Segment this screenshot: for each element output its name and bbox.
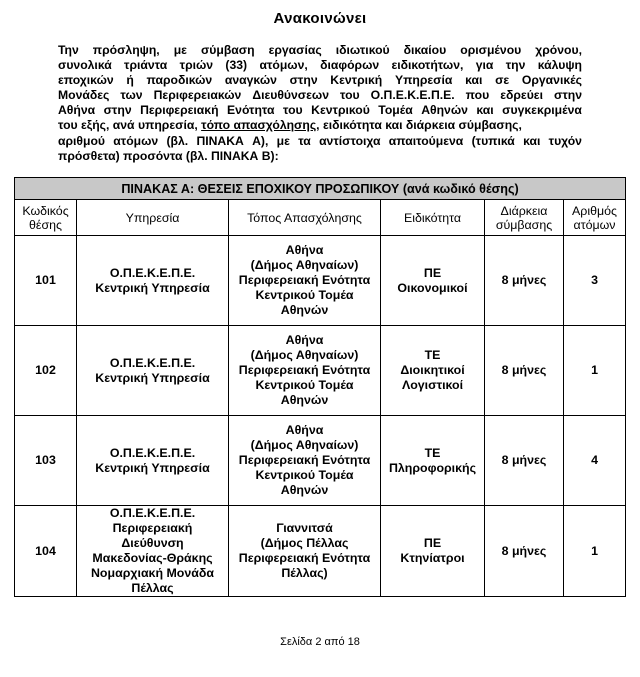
table-body	[15, 236, 626, 597]
cell-line: ΤΕ	[424, 445, 441, 460]
intro-word: του	[340, 88, 360, 103]
table-row	[15, 326, 626, 416]
intro-word: και	[476, 103, 494, 118]
header-line: Διάρκεια	[500, 203, 548, 218]
cell-line: Περιφερειακή Ενότητα	[238, 273, 371, 287]
page-number: Σελίδα 2 από 18	[280, 636, 360, 648]
intro-text: πρόσθετα) προσόντα (βλ. ΠΙΝΑΚΑ Β):	[58, 148, 279, 163]
intro-word: πρόσληψη,	[92, 43, 160, 57]
header-service	[77, 200, 229, 236]
cell-line: 8 μήνες	[501, 273, 547, 287]
cell-line: Διεύθυνση	[121, 536, 184, 550]
cell-line: Αθήνα	[285, 243, 324, 257]
cell-line: ΠΕ	[423, 265, 442, 280]
intro-word: των	[120, 88, 143, 103]
cell-line: Περιφερειακή Ενότητα	[238, 453, 371, 467]
intro-line	[58, 118, 582, 133]
intro-word: ορισμένου	[460, 43, 522, 57]
cell-line: Κεντρική Υπηρεσία	[95, 370, 210, 385]
cell-count	[564, 416, 626, 506]
cell-line: 1	[591, 363, 598, 377]
intro-word: Α),	[252, 133, 269, 148]
intro-word: Την	[58, 43, 79, 57]
intro-word: ειδικοτήτων,	[391, 58, 464, 73]
cell-line: Νομαρχιακή Μονάδα	[90, 566, 215, 580]
underlined-phrase: τόπο απασχόλησης	[201, 118, 317, 133]
intro-word: Ο.Π.Ε.Κ.Ε.Π.Ε.	[370, 88, 455, 103]
intro-line	[58, 134, 582, 149]
intro-word: εποχικών	[58, 73, 114, 88]
cell-line: Πληροφορικής	[388, 460, 477, 475]
cell-line: 8 μήνες	[501, 543, 547, 558]
table-caption-row	[15, 178, 626, 200]
intro-word: Τομέα	[378, 103, 413, 118]
intro-word: τυχόν	[548, 133, 582, 148]
intro-line	[58, 149, 582, 164]
cell-line: ΤΕ	[424, 348, 441, 362]
cell-line: Ο.Π.Ε.Κ.Ε.Π.Ε.	[109, 506, 196, 520]
intro-word: ΠΙΝΑΚΑ	[196, 133, 244, 148]
intro-word: Περιφερειακών	[153, 88, 242, 103]
header-duration	[485, 200, 564, 236]
cell-specialty	[381, 326, 485, 416]
intro-word: (33)	[225, 58, 248, 73]
cell-line: Κτηνίατροι	[400, 551, 465, 565]
intro-word: (βλ.	[166, 133, 189, 148]
intro-word: αναγκών	[224, 73, 277, 88]
intro-word: με	[173, 43, 187, 57]
intro-paragraph	[58, 43, 582, 164]
intro-word: εδρεύει	[500, 88, 543, 103]
cell-line: Οικονομικοί	[397, 280, 468, 295]
intro-line	[58, 58, 582, 73]
cell-line: Αθηνών	[280, 483, 329, 497]
cell-service	[77, 506, 229, 597]
header-line: Ειδικότητα	[403, 210, 462, 225]
intro-word: χρόνου,	[535, 43, 582, 57]
cell-count	[564, 326, 626, 416]
intro-word: ατόμων	[113, 133, 159, 148]
cell-line: Κεντρική Υπηρεσία	[95, 280, 210, 295]
intro-word: Κεντρική	[330, 73, 383, 88]
cell-line: 102	[35, 363, 56, 377]
cell-line: Μακεδονίας-Θράκης	[92, 551, 213, 565]
table-row	[15, 416, 626, 506]
cell-code	[15, 416, 77, 506]
cell-line: Κεντρικού Τομέα	[255, 468, 354, 482]
cell-line: ΠΕ	[423, 536, 442, 550]
header-line: θέσης	[29, 217, 62, 232]
intro-word: τα	[298, 133, 311, 148]
cell-count	[564, 506, 626, 597]
cell-location	[229, 416, 381, 506]
cell-line: Λογιστικοί	[401, 378, 464, 392]
cell-duration	[485, 416, 564, 506]
intro-word: Οργανικές	[521, 73, 582, 88]
intro-word: ατόμων,	[259, 58, 308, 73]
cell-code	[15, 326, 77, 416]
table-row	[15, 236, 626, 326]
intro-line	[58, 43, 582, 58]
cell-location	[229, 506, 381, 597]
intro-word: αντίστοιχα	[319, 133, 381, 148]
cell-line: (Δήμος Αθηναίων)	[250, 348, 359, 362]
intro-word: ιδιωτικού	[335, 43, 390, 57]
cell-line: Πέλλας)	[281, 566, 328, 580]
cell-line: Διοικητικοί	[400, 363, 465, 377]
intro-text: του εξής, ανά υπηρεσία,	[58, 118, 198, 133]
cell-line: Κεντρική Υπηρεσία	[95, 460, 210, 475]
header-line: Υπηρεσία	[125, 210, 180, 225]
intro-word: Υπηρεσία	[394, 73, 453, 88]
cell-duration	[485, 236, 564, 326]
intro-word: στην	[103, 103, 132, 118]
header-line: ατόμων	[573, 217, 616, 232]
cell-line: Ο.Π.Ε.Κ.Ε.Π.Ε.	[109, 265, 196, 280]
intro-word: συγκεκριμένα	[502, 103, 582, 118]
header-count	[564, 200, 626, 236]
intro-line	[58, 103, 582, 118]
intro-word: σε	[495, 73, 510, 88]
cell-duration	[485, 506, 564, 597]
header-code	[15, 200, 77, 236]
intro-text: , ειδικότητα και διάρκεια σύμβασης,	[316, 118, 522, 133]
intro-word: δικαίου	[403, 43, 447, 57]
intro-line	[58, 73, 582, 88]
cell-line: 104	[35, 543, 56, 558]
cell-line: (Δήμος Πέλλας	[260, 536, 349, 550]
header-line: Τόπος Απασχόλησης	[247, 210, 362, 225]
cell-line: (Δήμος Αθηναίων)	[250, 438, 359, 452]
cell-duration	[485, 326, 564, 416]
cell-line: 1	[591, 543, 598, 558]
intro-word: για	[475, 58, 494, 73]
cell-line: Αθήνα	[285, 333, 324, 347]
cell-specialty	[381, 506, 485, 597]
cell-count	[564, 236, 626, 326]
intro-word: Αθήνα	[58, 103, 96, 118]
cell-line: Περιφερειακή	[112, 521, 193, 535]
intro-word: (τυπικά	[471, 133, 515, 148]
intro-word: διαφόρων	[320, 58, 380, 73]
cell-line: Γιαννιτσά	[276, 521, 333, 535]
intro-word: στην	[554, 88, 582, 103]
cell-location	[229, 236, 381, 326]
intro-word: Περιφερειακή	[140, 103, 219, 118]
cell-code	[15, 506, 77, 597]
cell-line: Κεντρικού Τομέα	[255, 378, 354, 392]
cell-line: 8 μήνες	[501, 363, 547, 377]
intro-word: στην	[289, 73, 318, 88]
intro-word: κάλυψη	[537, 58, 582, 73]
intro-word: Διευθύνσεων	[252, 88, 329, 103]
intro-word: εργασίας	[268, 43, 322, 57]
cell-line: Περιφερειακή Ενότητα	[238, 551, 371, 565]
cell-line: Ο.Π.Ε.Κ.Ε.Π.Ε.	[109, 445, 196, 460]
cell-code	[15, 236, 77, 326]
intro-word: την	[505, 58, 526, 73]
table-caption: ΠΙΝΑΚΑΣ Α: ΘΕΣΕΙΣ ΕΠΟΧΙΚΟΥ ΠΡΟΣΩΠΙΚΟΥ (ανά κωδικό θέσης)	[15, 178, 626, 200]
intro-word: που	[465, 88, 490, 103]
cell-service	[77, 326, 229, 416]
intro-word: σύμβαση	[200, 43, 255, 57]
cell-line: Αθηνών	[280, 303, 329, 317]
cell-line: Αθήνα	[285, 423, 324, 437]
header-line: Κωδικός	[22, 203, 69, 218]
intro-word: και	[523, 133, 541, 148]
intro-word: Ενότητα	[227, 103, 275, 118]
intro-word: και	[465, 73, 483, 88]
cell-service	[77, 416, 229, 506]
cell-line: 103	[35, 453, 56, 467]
cell-line: 3	[591, 273, 598, 287]
intro-word: αριθμού	[58, 133, 106, 148]
header-line: Αριθμός	[572, 203, 617, 218]
intro-word: με	[276, 133, 290, 148]
header-line: σύμβασης	[495, 217, 553, 232]
cell-location	[229, 326, 381, 416]
cell-specialty	[381, 416, 485, 506]
intro-word: Μονάδες	[58, 88, 110, 103]
intro-line	[58, 88, 582, 103]
intro-word: Κεντρικού	[311, 103, 370, 118]
header-specialty	[381, 200, 485, 236]
intro-word: τριών	[179, 58, 214, 73]
cell-line: 8 μήνες	[501, 453, 547, 467]
cell-line: (Δήμος Αθηναίων)	[250, 258, 359, 272]
cell-line: Αθηνών	[280, 393, 329, 407]
intro-word: ή	[126, 73, 134, 88]
intro-word: Αθηνών	[421, 103, 468, 118]
cell-line: Ο.Π.Ε.Κ.Ε.Π.Ε.	[109, 355, 196, 370]
intro-word: τριάντα	[124, 58, 168, 73]
intro-word: απαιτούμενα	[388, 133, 464, 148]
cell-line: Κεντρικού Τομέα	[255, 288, 354, 302]
cell-line: 101	[35, 273, 56, 287]
intro-word: του	[283, 103, 303, 118]
table-header-row	[15, 200, 626, 236]
intro-word: συνολικά	[58, 58, 112, 73]
cell-service	[77, 236, 229, 326]
cell-line: Πέλλας	[131, 581, 174, 595]
page-heading: Ανακοινώνει	[273, 10, 367, 27]
intro-word: παροδικών	[146, 73, 213, 88]
cell-line: Περιφερειακή Ενότητα	[238, 363, 371, 377]
header-location	[229, 200, 381, 236]
cell-specialty	[381, 236, 485, 326]
cell-line: 4	[591, 453, 598, 467]
positions-table	[14, 177, 626, 597]
table-row	[15, 506, 626, 597]
